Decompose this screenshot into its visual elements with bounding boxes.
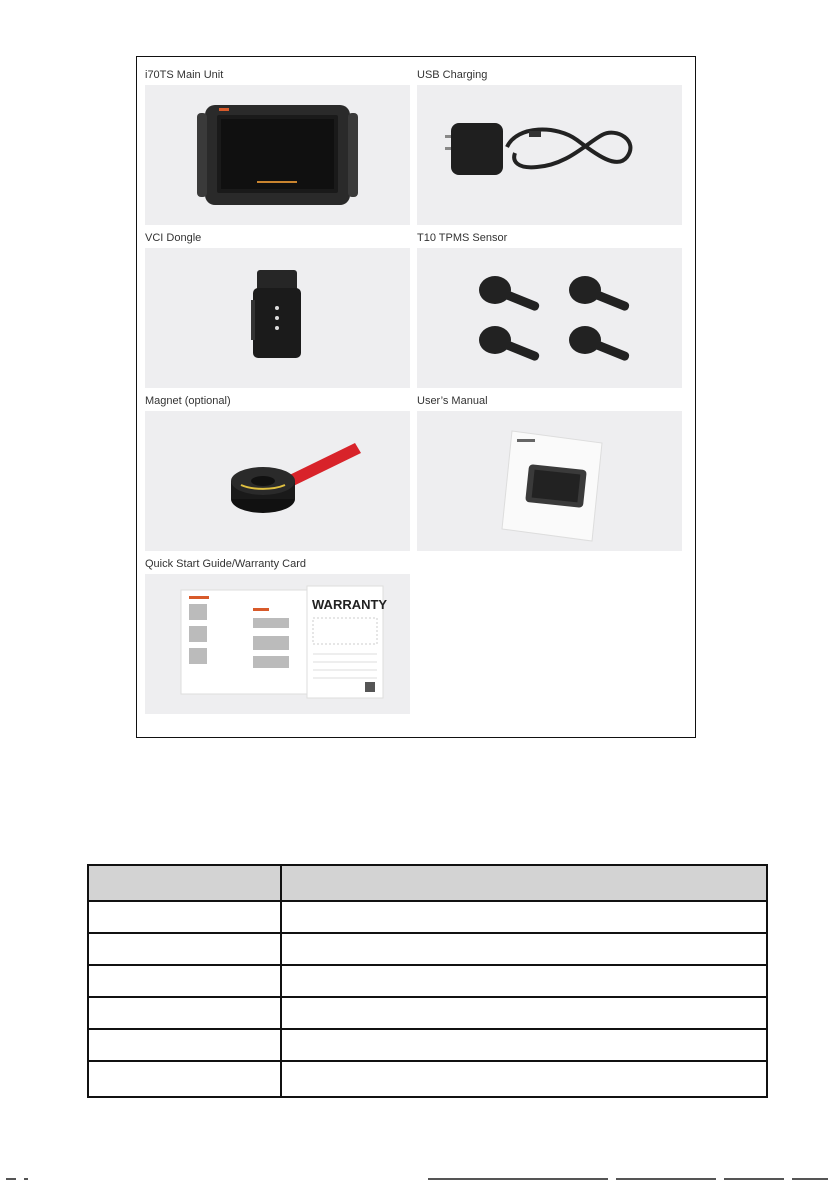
item-caption: USB Charging <box>417 69 488 81</box>
table-cell <box>281 997 767 1029</box>
table-header-cell <box>281 865 767 901</box>
package-contents-panel <box>136 56 696 738</box>
spec-table <box>87 864 768 1098</box>
magnet-image <box>145 411 410 551</box>
table-cell <box>88 901 281 933</box>
table-cell <box>281 901 767 933</box>
table-header-row <box>88 865 767 901</box>
charger-image <box>417 85 682 225</box>
item-caption: i70TS Main Unit <box>145 69 224 81</box>
table-row <box>88 1029 767 1061</box>
dongle-image <box>145 248 410 388</box>
table-header-cell <box>88 865 281 901</box>
item-caption: Magnet (optional) <box>145 395 231 407</box>
table-cell <box>281 933 767 965</box>
table-row <box>88 933 767 965</box>
table-cell <box>88 997 281 1029</box>
tablet-image <box>145 85 410 225</box>
item-caption: Quick Start Guide/Warranty Card <box>145 558 306 570</box>
guide-card-image <box>145 574 410 714</box>
tpms-sensor-image <box>417 248 682 388</box>
table-row <box>88 1061 767 1097</box>
table-cell <box>88 965 281 997</box>
table-row <box>88 965 767 997</box>
table-row <box>88 997 767 1029</box>
table-cell <box>281 1061 767 1097</box>
warranty-heading: WARRANTY <box>312 597 388 612</box>
item-caption: T10 TPMS Sensor <box>417 232 508 244</box>
table-cell <box>281 965 767 997</box>
item-caption: User’s Manual <box>417 395 488 407</box>
manual-image <box>417 411 682 551</box>
table-cell <box>88 1029 281 1061</box>
table-cell <box>88 1061 281 1097</box>
page-footer-rule <box>0 1178 835 1182</box>
table-cell <box>88 933 281 965</box>
item-caption: VCI Dongle <box>145 232 202 244</box>
table-cell <box>281 1029 767 1061</box>
table-row <box>88 901 767 933</box>
